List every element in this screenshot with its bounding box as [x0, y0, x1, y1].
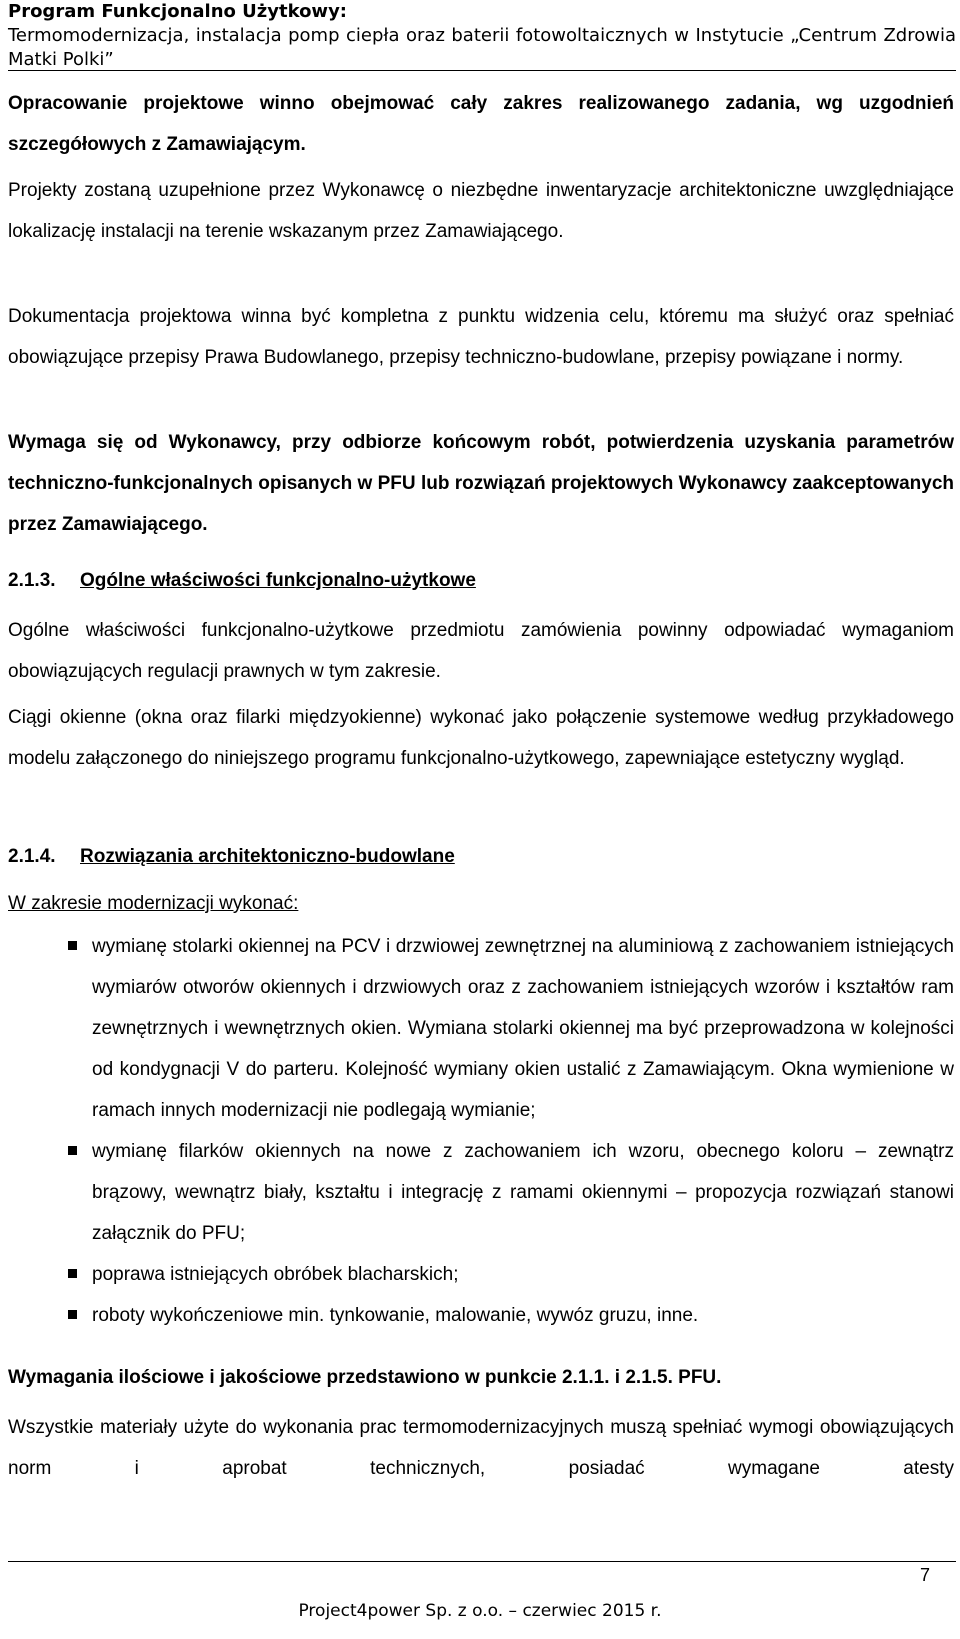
list-item-text: wymianę filarków okiennych na nowe z zachowaniem ich wzoru, obecnego koloru – zewnątrz brązowy, wewnątrz biały, kształtu i integrację z ramami okiennymi – propozycja rozwiązań stanowi załącznik do PFU;: [92, 1141, 954, 1244]
section-2-1-4: [8, 836, 954, 877]
section-2-1-3-windows: [8, 697, 954, 779]
list-item: [8, 1131, 954, 1254]
section-title: Ogólne właściwości funkcjonalno-użytkowe: [80, 570, 476, 591]
bullet-square-icon: [68, 1310, 77, 1319]
projects-block: [8, 170, 954, 252]
bullet-square-icon: [68, 1269, 77, 1278]
footer-text: Project4power Sp. z o.o. – czerwiec 2015 r.: [298, 1601, 662, 1621]
header-title: Program Funkcjonalno Użytkowy:: [8, 1, 347, 22]
paragraph-quantity-quality: Wymagania ilościowe i jakościowe przedstawiono w punkcie 2.1.1. i 2.1.5. PFU.: [8, 1367, 722, 1388]
scope-bullet-list: [8, 926, 954, 1336]
footer-divider: [8, 1561, 956, 1562]
section-heading: [8, 836, 954, 877]
documentation-block: [8, 296, 954, 378]
paragraph-materials: Wszystkie materiały użyte do wykonania prac termomodernizacyjnych muszą spełniać wymogi obowiązujących norm i aprobat technicznych, posiadać wymagane atesty: [8, 1417, 954, 1479]
list-item-text: roboty wykończeniowe min. tynkowanie, malowanie, wywóz gruzu, inne.: [92, 1305, 699, 1326]
list-item-text: poprawa istniejących obróbek blacharskich;: [92, 1264, 459, 1285]
section-2-1-3: [8, 560, 954, 601]
list-item-text: wymianę stolarki okiennej na PCV i drzwiowej zewnętrznej na aluminiową z zachowaniem istniejących wymiarów otworów okiennych i drzwiowych oraz z zachowaniem istniejących wzorów i kształtów ram zewnętrznych i wewnętrznych okien. Wymiana stolarki okiennej ma być przeprowadzona w kolejności od kondygnacji V do parteru. Kolejność wymiany okien ustalić z Zamawiającym. Okna wymienione w ramach innych modernizacji nie podlegają wymianie;: [92, 936, 954, 1121]
intro-block: [8, 83, 954, 165]
page-header: [8, 0, 956, 72]
section-number: 2.1.4.: [8, 846, 56, 867]
bullet-square-icon: [68, 1146, 77, 1155]
header-subtitle: Termomodernizacja, instalacja pomp ciepła oraz baterii fotowoltaicznych w Instytucie „Centrum Zdrowia Matki Polki”: [8, 25, 956, 70]
section-2-1-3-content: [8, 610, 954, 692]
scope-label: W zakresie modernizacji wykonać:: [8, 893, 299, 914]
page-number: 7: [919, 1565, 930, 1585]
scope-label-block: [8, 883, 954, 924]
section-number: 2.1.3.: [8, 570, 56, 591]
section-title: Rozwiązania architektoniczno-budowlane: [80, 846, 455, 867]
paragraph-inventory: Projekty zostaną uzupełnione przez Wykonawcę o niezbędne inwentaryzacje architektoniczne uwzględniające lokalizację instalacji na terenie wskazanym przez Zamawiającego.: [8, 180, 954, 242]
list-item: [8, 1254, 954, 1295]
section-heading: [8, 560, 954, 601]
list-item: [8, 926, 954, 1131]
paragraph-contractor-requirements: Wymaga się od Wykonawcy, przy odbiorze końcowym robót, potwierdzenia uzyskania parametrów techniczno-funkcjonalnych opisanych w PFU lub rozwiązań projektowych Wykonawcy zaakceptowanych przez Zamawiającego.: [8, 432, 954, 535]
requirements-block: [8, 422, 954, 545]
requirements-ref-block: [8, 1357, 954, 1398]
paragraph-design-scope: Opracowanie projektowe winno obejmować cały zakres realizowanego zadania, wg uzgodnień szczegółowych z Zamawiającym.: [8, 93, 954, 155]
paragraph-documentation: Dokumentacja projektowa winna być kompletna z punktu widzenia celu, któremu ma służyć oraz spełniać obowiązujące przepisy Prawa Budowlanego, przepisy techniczno-budowlane, przepisy powiązane i normy.: [8, 306, 954, 368]
materials-block: [8, 1407, 954, 1489]
paragraph-general-properties: Ogólne właściwości funkcjonalno-użytkowe przedmiotu zamówienia powinny odpowiadać wymaganiom obowiązujących regulacji prawnych w tym zakresie.: [8, 620, 954, 682]
list-item: [8, 1295, 954, 1336]
bullet-square-icon: [68, 941, 77, 950]
header-divider: [8, 70, 956, 71]
paragraph-window-strips: Ciągi okienne (okna oraz filarki międzyokienne) wykonać jako połączenie systemowe według przykładowego modelu załączonego do niniejszego programu funkcjonalno-użytkowego, zapewniające estetyczny wygląd.: [8, 707, 954, 769]
scope-list-block: [8, 926, 954, 1336]
